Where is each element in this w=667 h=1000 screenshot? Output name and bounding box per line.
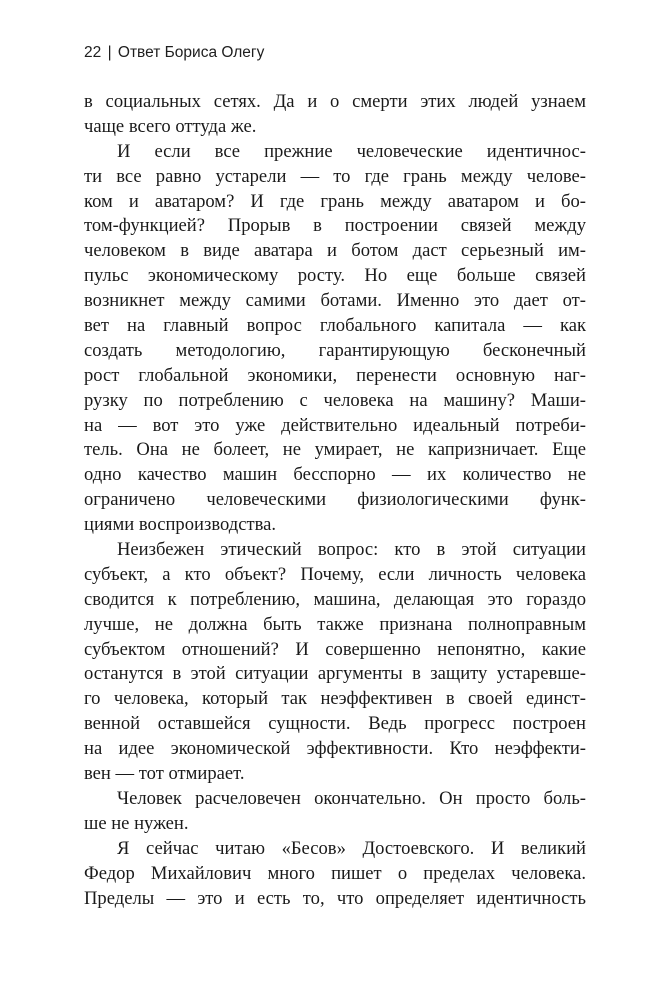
text-line: пульс экономическому росту. Но еще больше связей <box>84 265 586 287</box>
text-line: го человека, который так неэффективен в своей единст- <box>84 688 586 710</box>
page-number: 22 <box>84 44 102 61</box>
chapter-title: Ответ Бориса Олегу <box>117 44 265 61</box>
text-line: ограничено человеческими физиологическими функ- <box>84 489 586 511</box>
text-line: субъектом отношений? И совершенно непонятно, какие <box>84 638 586 660</box>
text-line: циями воспроизводства. <box>84 514 277 536</box>
text-line: Пределы — это и есть то, что определяет идентичность <box>84 887 586 909</box>
text-line: рост глобальной экономики, перенести основную наг- <box>84 364 586 386</box>
text-line: в социальных сетях. Да и о смерти этих людей узнаем <box>84 91 586 112</box>
text-line: создать методологию, гарантирующую бесконечный <box>84 339 586 361</box>
body-text <box>84 90 586 911</box>
text-line: чаще всего оттуда же. <box>84 115 257 137</box>
text-line: одно качество машин бесспорно — их количество не <box>84 464 586 486</box>
text-line: Федор Михайлович много пишет о пределах человека. <box>84 862 586 884</box>
text-line: сводится к потреблению, машина, делающая это гораздо <box>84 588 586 610</box>
text-line: ше не нужен. <box>84 812 189 834</box>
text-line: Человек расчеловечен окончательно. Он просто боль- <box>117 787 586 809</box>
text-line: тель. Она не болеет, не умирает, не капризничает. Еще <box>84 439 586 461</box>
text-line: вен — тот отмирает. <box>84 763 245 785</box>
text-line: субъект, а кто объект? Почему, если личность человека <box>84 563 586 585</box>
header-separator: | <box>107 44 112 61</box>
text-line: венной оставшейся сущности. Ведь прогресс построен <box>84 713 586 735</box>
text-line: том-функцией? Прорыв в построении связей между <box>84 215 586 237</box>
text-line: И если все прежние человеческие идентичнос- <box>117 140 586 162</box>
text-line: Я сейчас читаю «Бесов» Достоевского. И великий <box>117 837 586 859</box>
text-line: Неизбежен этический вопрос: кто в этой ситуации <box>117 539 586 561</box>
text-line: останутся в этой ситуации аргументы в защиту устаревше- <box>84 663 586 685</box>
text-line: ти все равно устарели — то где грань между челове- <box>84 165 586 187</box>
text-line: ком и аватаром? И где грань между аватаром и бо- <box>84 190 586 212</box>
text-line: рузку по потреблению с человека на машину? Маши- <box>84 389 586 411</box>
text-line: человеком в виде аватара и ботом даст серьезный им- <box>84 240 586 262</box>
text-line: лучше, не должна быть также признана полноправным <box>84 613 586 635</box>
text-line: на — вот это уже действительно идеальный потреби- <box>84 414 586 436</box>
text-line: возникнет между самими ботами. Именно это дает от- <box>84 290 586 312</box>
running-head <box>84 44 264 62</box>
text-line: вет на главный вопрос глобального капитала — как <box>84 315 586 337</box>
text-line: на идее экономической эффективности. Кто неэффекти- <box>84 738 586 760</box>
